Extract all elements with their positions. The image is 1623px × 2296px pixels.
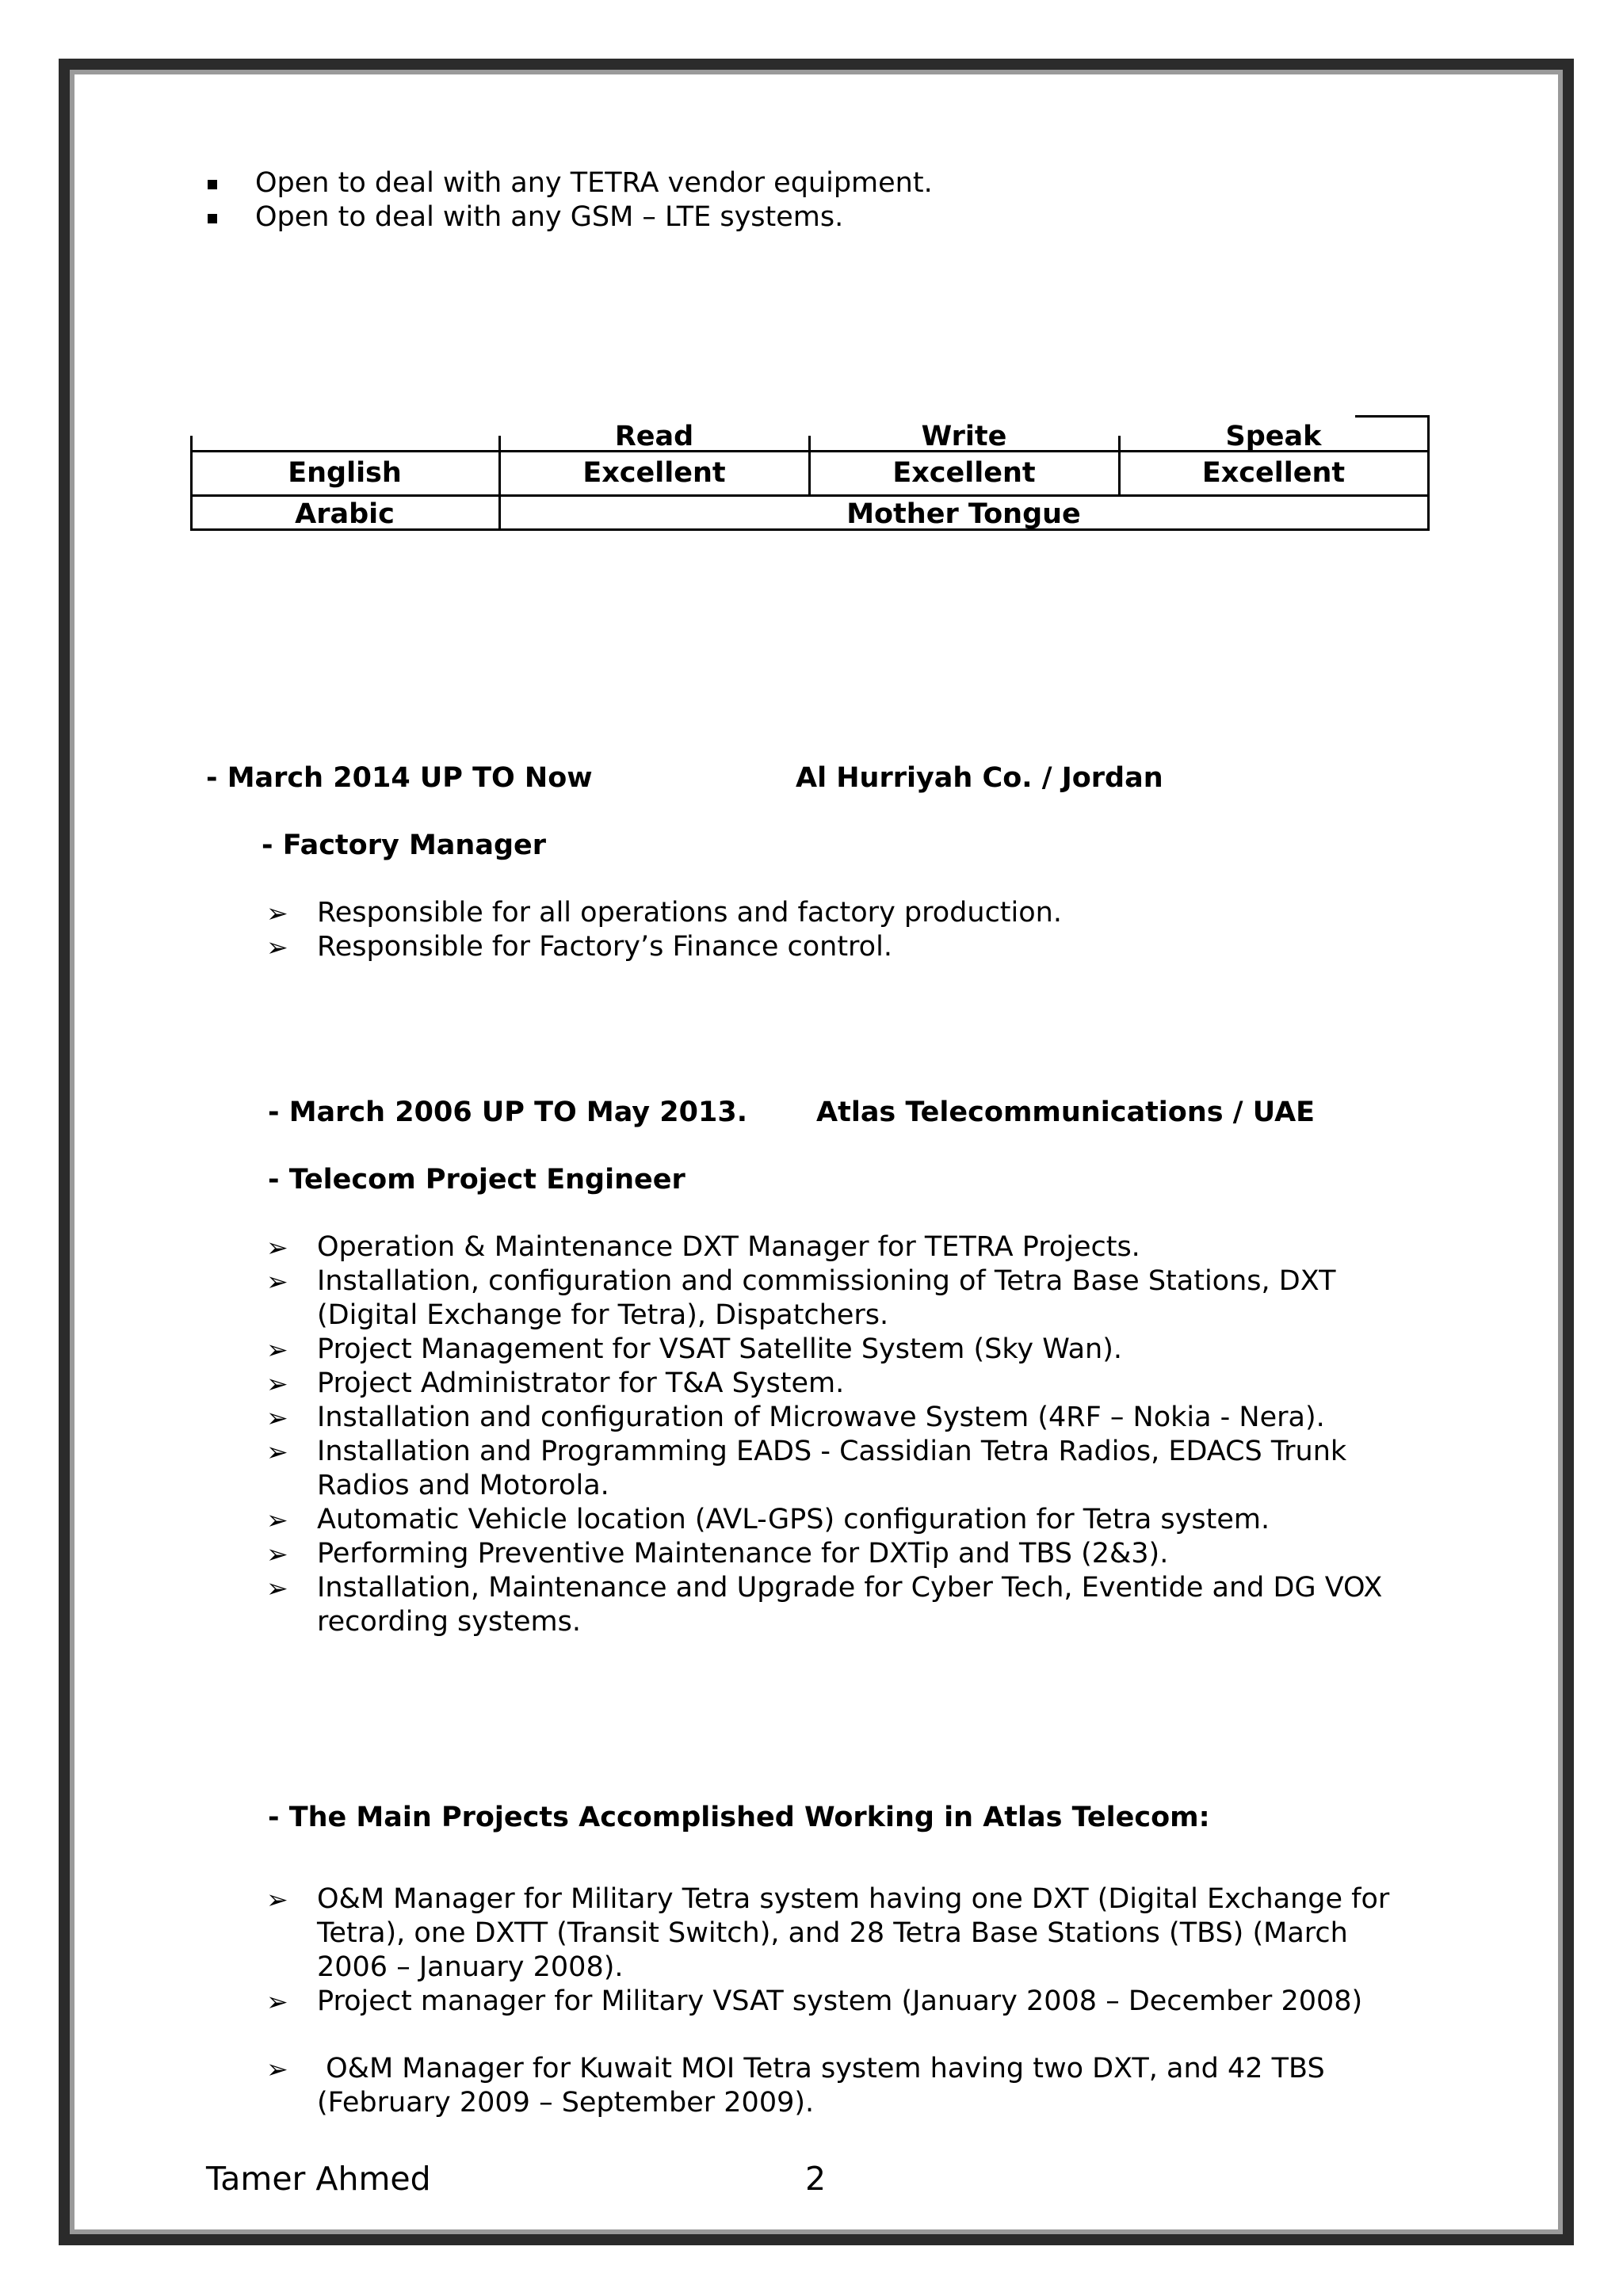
arrow-bullet-icon: ➢ <box>266 1368 288 1399</box>
list-item-continuation: 2006 – January 2008). <box>317 1951 624 1983</box>
job-period: - March 2014 UP TO Now <box>206 762 593 794</box>
job-title: - Factory Manager <box>262 830 547 861</box>
header-speak: Speak <box>1225 421 1322 450</box>
list-item: Installation and configuration of Microwave System (4RF – Nokia - Nera). <box>317 1402 1325 1433</box>
list-item: Operation & Maintenance DXT Manager for TETRA Projects. <box>317 1231 1140 1263</box>
header-read: Read <box>614 421 694 450</box>
footer-page-number: 2 <box>805 2160 827 2198</box>
list-item-continuation: Tetra), one DXTT (Transit Switch), and 28 Tetra Base Stations (TBS) (March <box>317 1917 1348 1949</box>
list-item: O&M Manager for Kuwait MOI Tetra system having two DXT, and 42 TBS <box>317 2053 1325 2084</box>
list-item: Project Administrator for T&A System. <box>317 1367 845 1399</box>
list-item: Project Management for VSAT Satellite System (Sky Wan). <box>317 1333 1122 1365</box>
english-write: Excellent <box>892 457 1036 489</box>
square-bullet-icon <box>208 180 217 189</box>
arrow-bullet-icon: ➢ <box>266 1232 288 1263</box>
list-item-continuation: (February 2009 – September 2009). <box>317 2087 815 2119</box>
footer-name: Tamer Ahmed <box>206 2160 431 2198</box>
list-item: Responsible for all operations and factory production. <box>317 897 1062 929</box>
job-company: Al Hurriyah Co. / Jordan <box>796 762 1163 794</box>
arrow-bullet-icon: ➢ <box>266 1986 288 2017</box>
arabic-level: Mother Tongue <box>846 498 1081 530</box>
list-item: Responsible for Factory’s Finance control. <box>317 931 892 963</box>
projects-heading: - The Main Projects Accomplished Working in Atlas Telecom: <box>268 1802 1210 1833</box>
arrow-bullet-icon: ➢ <box>266 1436 288 1467</box>
arrow-bullet-icon: ➢ <box>266 1573 288 1604</box>
arrow-bullet-icon: ➢ <box>266 1402 288 1433</box>
arrow-bullet-icon: ➢ <box>266 898 288 929</box>
arrow-bullet-icon: ➢ <box>266 932 288 963</box>
arrow-bullet-icon: ➢ <box>266 1884 288 1915</box>
list-item: Installation and Programming EADS - Cassidian Tetra Radios, EDACS Trunk <box>317 1436 1347 1467</box>
list-item: Open to deal with any GSM – LTE systems. <box>255 201 844 233</box>
lang-arabic: Arabic <box>295 498 395 530</box>
arrow-bullet-icon: ➢ <box>266 1266 288 1297</box>
list-item-continuation: Radios and Motorola. <box>317 1470 609 1501</box>
arrow-bullet-icon: ➢ <box>266 1334 288 1365</box>
header-write: Write <box>921 421 1007 450</box>
job-company: Atlas Telecommunications / UAE <box>816 1097 1316 1128</box>
language-table <box>190 415 1430 531</box>
list-item: Automatic Vehicle location (AVL-GPS) configuration for Tetra system. <box>317 1504 1270 1535</box>
arrow-bullet-icon: ➢ <box>266 2054 288 2084</box>
square-bullet-icon <box>208 214 217 223</box>
list-item: Installation, configuration and commissioning of Tetra Base Stations, DXT <box>317 1265 1336 1297</box>
list-item: Performing Preventive Maintenance for DXTip and TBS (2&3). <box>317 1538 1169 1569</box>
english-speak: Excellent <box>1201 457 1346 489</box>
list-item: Open to deal with any TETRA vendor equipment. <box>255 167 933 199</box>
job-period: - March 2006 UP TO May 2013. <box>268 1097 748 1128</box>
arrow-bullet-icon: ➢ <box>266 1539 288 1569</box>
table-border <box>1355 415 1430 418</box>
list-item: Installation, Maintenance and Upgrade for Cyber Tech, Eventide and DG VOX <box>317 1572 1383 1604</box>
list-item-continuation: recording systems. <box>317 1606 581 1638</box>
list-item: O&M Manager for Military Tetra system having one DXT (Digital Exchange for <box>317 1883 1390 1915</box>
english-read: Excellent <box>582 457 726 489</box>
arrow-bullet-icon: ➢ <box>266 1505 288 1535</box>
job-title: - Telecom Project Engineer <box>268 1164 685 1196</box>
lang-english: English <box>288 457 402 489</box>
list-item: Project manager for Military VSAT system (January 2008 – December 2008) <box>317 1985 1363 2017</box>
list-item-continuation: (Digital Exchange for Tetra), Dispatchers. <box>317 1299 889 1331</box>
